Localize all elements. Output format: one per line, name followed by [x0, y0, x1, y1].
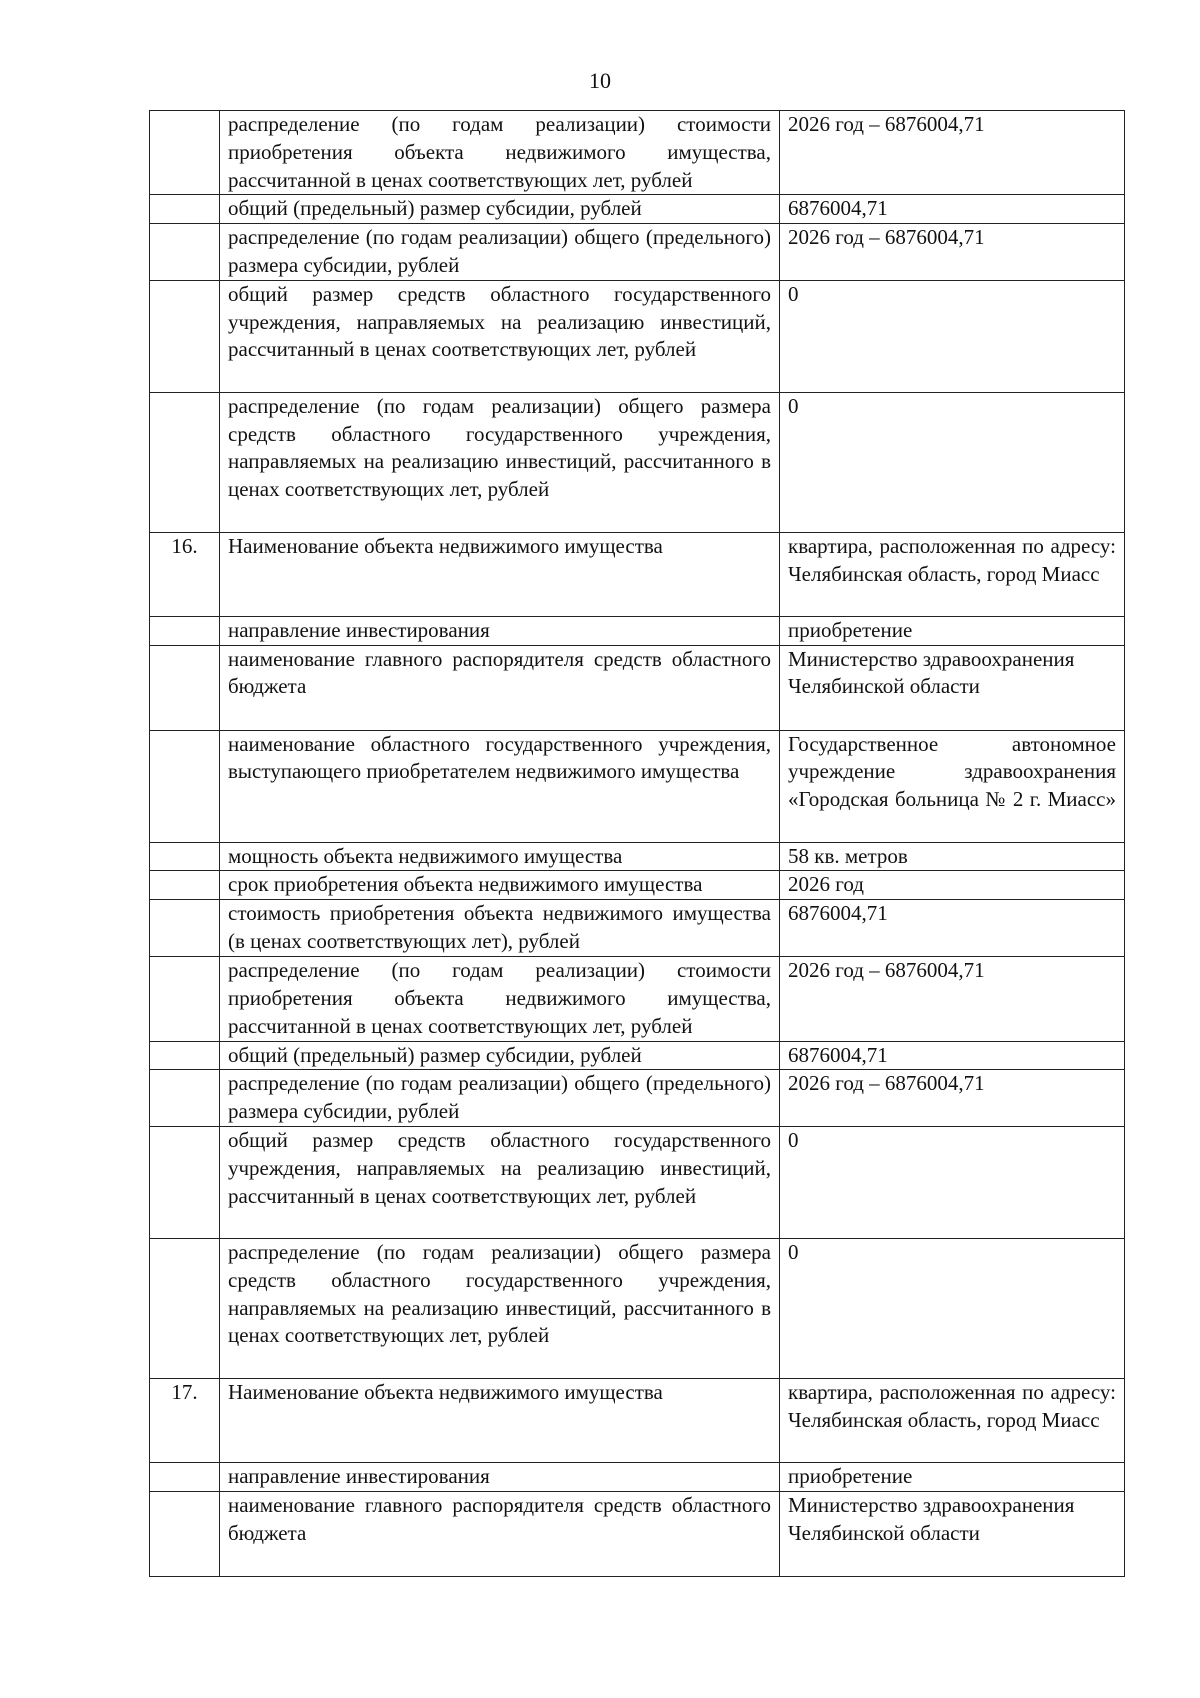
row-number: 17. [150, 1378, 220, 1462]
row-number [150, 871, 220, 900]
row-value: Министерство здравоохранения Челябинской области [780, 1491, 1125, 1576]
table-row [150, 616, 1125, 645]
row-label: общий (предельный) размер субсидии, рублей [220, 1041, 780, 1070]
row-value: 0 [780, 1126, 1125, 1238]
table-row [150, 1041, 1125, 1070]
row-label: общий (предельный) размер субсидии, рублей [220, 195, 780, 224]
table-row [150, 842, 1125, 871]
row-label: срок приобретения объекта недвижимого имущества [220, 871, 780, 900]
row-value: 6876004,71 [780, 1041, 1125, 1070]
row-value: 0 [780, 280, 1125, 392]
row-number [150, 280, 220, 392]
row-label: общий размер средств областного государственного учреждения, направляемых на реализацию инвестиций, рассчитанный в ценах соответствующих лет, рублей [220, 1126, 780, 1238]
row-label: направление инвестирования [220, 616, 780, 645]
row-label: распределение (по годам реализации) общего размера средств областного государственного учреждения, направляемых на реализацию инвестиций, рассчитанного в ценах соответствующих лет, рублей [220, 392, 780, 532]
table-row [150, 392, 1125, 532]
row-value: 0 [780, 1238, 1125, 1378]
page-number: 10 [589, 68, 611, 93]
table-row [150, 1491, 1125, 1576]
table-row [150, 532, 1125, 616]
row-number [150, 842, 220, 871]
row-number [150, 111, 220, 195]
row-label: распределение (по годам реализации) стоимости приобретения объекта недвижимого имущества, рассчитанной в ценах соответствующих лет, рублей [220, 957, 780, 1041]
row-number [150, 392, 220, 532]
table-row [150, 280, 1125, 392]
row-number [150, 224, 220, 281]
row-label: наименование областного государственного учреждения, выступающего приобретателем недвижимого имущества [220, 730, 780, 842]
row-value: 2026 год – 6876004,71 [780, 111, 1125, 195]
table-row [150, 1378, 1125, 1462]
table-row [150, 900, 1125, 957]
row-label: Наименование объекта недвижимого имущества [220, 532, 780, 616]
row-label: стоимость приобретения объекта недвижимого имущества (в ценах соответствующих лет), рублей [220, 900, 780, 957]
row-label: направление инвестирования [220, 1462, 780, 1491]
table-row [150, 1462, 1125, 1491]
row-number [150, 1041, 220, 1070]
table-row [150, 111, 1125, 195]
row-number [150, 1462, 220, 1491]
row-number [150, 900, 220, 957]
row-label: распределение (по годам реализации) общего размера средств областного государственного учреждения, направляемых на реализацию инвестиций, рассчитанного в ценах соответствующих лет, рублей [220, 1238, 780, 1378]
row-value: приобретение [780, 1462, 1125, 1491]
row-number [150, 730, 220, 842]
table-row [150, 730, 1125, 842]
table-row [150, 645, 1125, 730]
table-row [150, 1070, 1125, 1127]
row-value: 2026 год – 6876004,71 [780, 224, 1125, 281]
row-number [150, 1491, 220, 1576]
row-label: мощность объекта недвижимого имущества [220, 842, 780, 871]
row-number [150, 616, 220, 645]
row-label: распределение (по годам реализации) общего (предельного) размера субсидии, рублей [220, 1070, 780, 1127]
row-value: 2026 год – 6876004,71 [780, 1070, 1125, 1127]
row-value: 6876004,71 [780, 195, 1125, 224]
row-number [150, 645, 220, 730]
row-number: 16. [150, 532, 220, 616]
table-row [150, 871, 1125, 900]
row-label: распределение (по годам реализации) стоимости приобретения объекта недвижимого имущества, рассчитанной в ценах соответствующих лет, рублей [220, 111, 780, 195]
row-value: Министерство здравоохранения Челябинской области [780, 645, 1125, 730]
row-number [150, 195, 220, 224]
row-number [150, 1126, 220, 1238]
row-value: 6876004,71 [780, 900, 1125, 957]
row-value: 0 [780, 392, 1125, 532]
row-value: квартира, расположенная по адресу: Челябинская область, город Миасс [780, 532, 1125, 616]
row-value: 2026 год [780, 871, 1125, 900]
table-row [150, 957, 1125, 1041]
row-value: Государственное автономное учреждение здравоохранения «Городская больница № 2 г. Миасс» [780, 730, 1125, 842]
row-value: 58 кв. метров [780, 842, 1125, 871]
row-label: наименование главного распорядителя средств областного бюджета [220, 1491, 780, 1576]
investment-table [149, 110, 1125, 1577]
row-value: 2026 год – 6876004,71 [780, 957, 1125, 1041]
table-row [150, 195, 1125, 224]
table-row [150, 224, 1125, 281]
row-number [150, 957, 220, 1041]
row-value: квартира, расположенная по адресу: Челябинская область, город Миасс [780, 1378, 1125, 1462]
row-label: распределение (по годам реализации) общего (предельного) размера субсидии, рублей [220, 224, 780, 281]
row-number [150, 1070, 220, 1127]
row-label: общий размер средств областного государственного учреждения, направляемых на реализацию инвестиций, рассчитанный в ценах соответствующих лет, рублей [220, 280, 780, 392]
row-label: Наименование объекта недвижимого имущества [220, 1378, 780, 1462]
table-row [150, 1126, 1125, 1238]
row-label: наименование главного распорядителя средств областного бюджета [220, 645, 780, 730]
table-row [150, 1238, 1125, 1378]
row-number [150, 1238, 220, 1378]
row-value: приобретение [780, 616, 1125, 645]
